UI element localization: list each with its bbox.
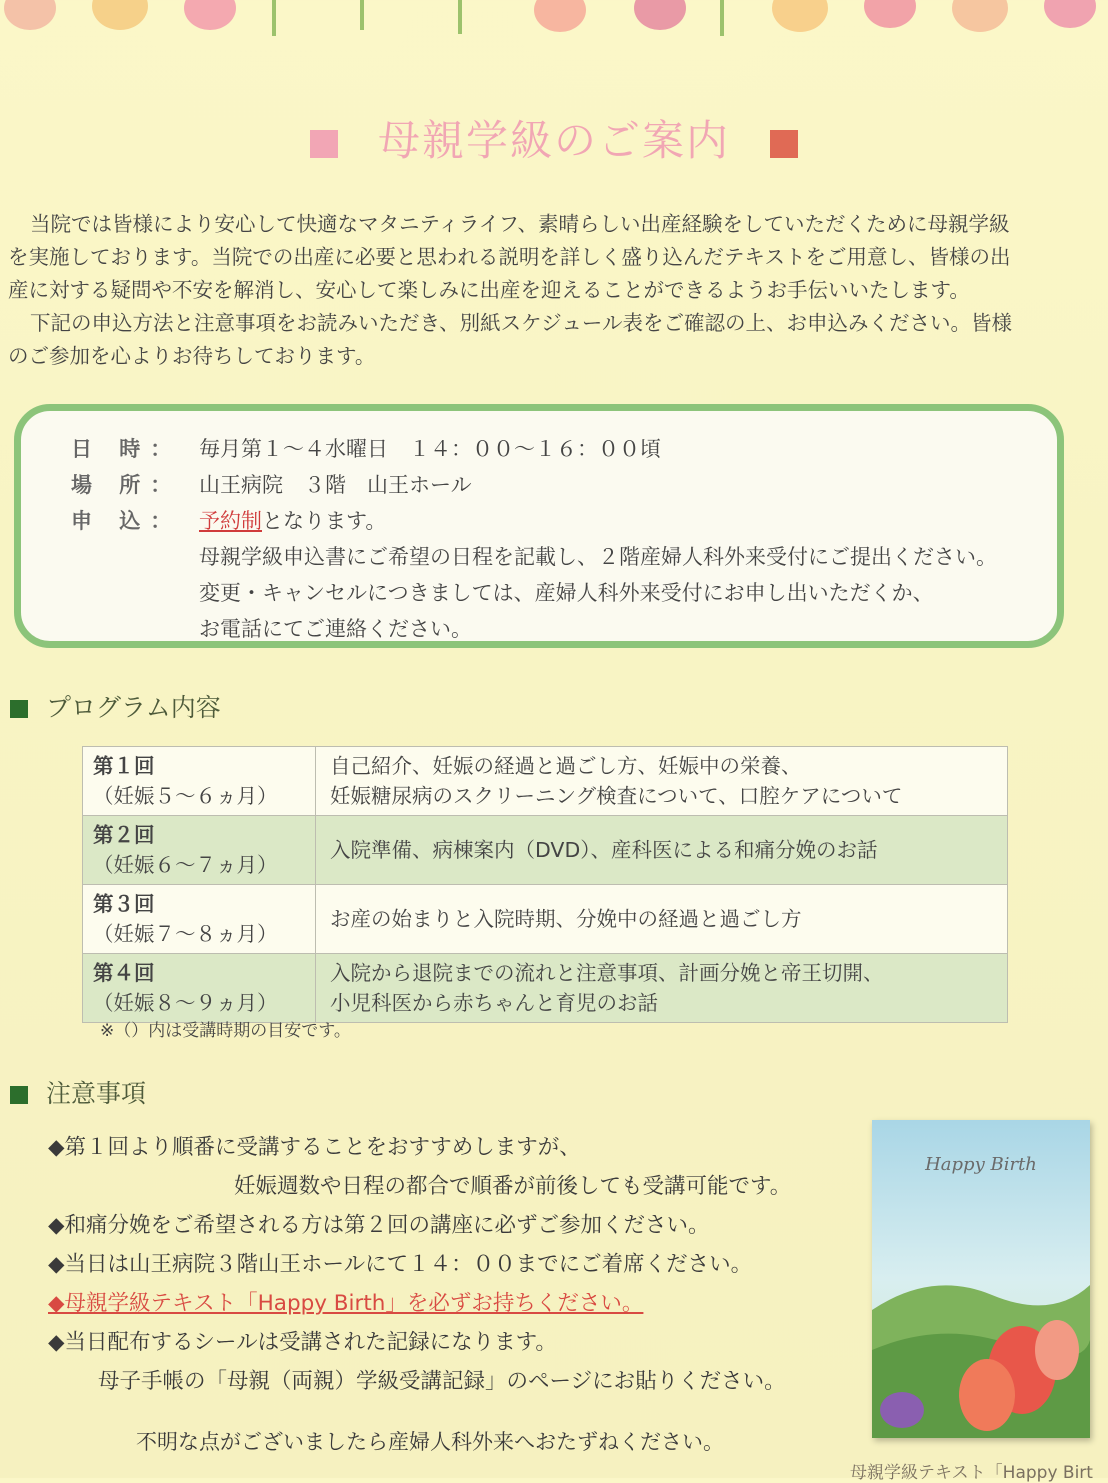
program-note: ※（）内は受講時期の目安です。 bbox=[100, 1021, 351, 1041]
apply-label: 申 込： bbox=[71, 509, 182, 533]
content-line: お産の始まりと入院時期、分娩中の経過と過ごし方 bbox=[330, 907, 802, 931]
place-label: 場 所： bbox=[71, 473, 182, 497]
cautions-list bbox=[48, 1128, 791, 1401]
footer-note: 不明な点がございましたら産婦人科外来へおたずねください。 bbox=[136, 1430, 724, 1454]
content-cell bbox=[316, 816, 1008, 885]
program-heading-row bbox=[10, 688, 221, 724]
table-row bbox=[83, 885, 1008, 954]
date-value: 毎月第１～４水曜日 １４：００～１６：００頃 bbox=[199, 437, 661, 461]
intro-line: 下記の申込方法と注意事項をお読みいただき、別紙スケジュール表をご確認の上、お申込みください。皆様 bbox=[30, 311, 1012, 335]
page-title: 母親学級のご案内 bbox=[377, 116, 730, 165]
caution-item: ◆和痛分娩をご希望される方は第２回の講座に必ずご参加ください。 bbox=[48, 1213, 710, 1238]
content-cell bbox=[316, 954, 1008, 1023]
date-label: 日 時： bbox=[71, 437, 182, 461]
book-caption: 母親学級テキスト「Happy Birt bbox=[850, 1463, 1093, 1483]
intro-line: を実施しております。当院での出産に必要と思われる説明を詳しく盛り込んだテキストをご用意し、皆様の出 bbox=[8, 245, 1011, 269]
apply-row bbox=[71, 505, 386, 535]
red-square-icon bbox=[770, 130, 798, 158]
intro-line: 産に対する疑問や不安を解消し、安心して楽しみに出産を迎えることができるようお手伝いいたします。 bbox=[8, 278, 970, 302]
content-line: 小児科医から赤ちゃんと育児のお話 bbox=[330, 991, 658, 1015]
session-number: 第３回 bbox=[93, 892, 155, 916]
happy-birth-book-image bbox=[872, 1120, 1090, 1438]
table-row bbox=[83, 816, 1008, 885]
cautions-heading: 注意事項 bbox=[46, 1079, 147, 1108]
caution-item: ◆当日は山王病院３階山王ホールにて１４：００までにご着席ください。 bbox=[48, 1252, 753, 1277]
date-row bbox=[71, 433, 661, 463]
info-box bbox=[14, 404, 1064, 648]
apply-rest: となります。 bbox=[262, 509, 387, 533]
green-square-icon bbox=[10, 1086, 28, 1104]
table-row bbox=[83, 747, 1008, 816]
session-cell bbox=[83, 954, 316, 1023]
intro-line: 当院では皆様により安心して快適なマタニティライフ、素晴らしい出産経験をしていただくために母親学級 bbox=[30, 212, 1010, 236]
session-number: 第２回 bbox=[93, 823, 155, 847]
place-row bbox=[71, 469, 472, 499]
content-cell bbox=[316, 885, 1008, 954]
book-title: Happy Birth bbox=[925, 1154, 1037, 1175]
session-period: （妊娠６～７ヵ月） bbox=[93, 853, 278, 877]
content-line: 妊娠糖尿病のスクリーニング検査について、口腔ケアについて bbox=[330, 784, 903, 808]
session-cell bbox=[83, 816, 316, 885]
session-period: （妊娠５～６ヵ月） bbox=[93, 784, 278, 808]
program-table bbox=[82, 746, 1008, 1023]
content-line: 自己紹介、妊娠の経過と過ごし方、妊娠中の栄養、 bbox=[330, 754, 802, 778]
session-number: 第１回 bbox=[93, 754, 155, 778]
pink-square-icon bbox=[310, 130, 338, 158]
session-period: （妊娠７～８ヵ月） bbox=[93, 922, 278, 946]
content-line: 入院準備、病棟案内（DVD）、産科医による和痛分娩のお話 bbox=[330, 838, 878, 862]
table-row bbox=[83, 954, 1008, 1023]
caution-item-cont: 妊娠週数や日程の都合で順番が前後しても受講可能です。 bbox=[234, 1174, 792, 1199]
reservation-required: 予約制 bbox=[199, 509, 262, 533]
cautions-heading-row bbox=[10, 1074, 146, 1110]
session-period: （妊娠８～９ヵ月） bbox=[93, 991, 278, 1015]
apply-line2: 母親学級申込書にご希望の日程を記載し、２階産婦人科外来受付にご提出ください。 bbox=[199, 545, 997, 569]
caution-item-cont: 母子手帳の「母親（両親）学級受講記録」のページにお貼りください。 bbox=[98, 1369, 786, 1394]
caution-item: ◆当日配布するシールは受講された記録になります。 bbox=[48, 1330, 557, 1355]
caution-item-important: ◆母親学級テキスト「Happy Birth」を必ずお持ちください。 bbox=[48, 1291, 644, 1316]
session-cell bbox=[83, 885, 316, 954]
session-number: 第４回 bbox=[93, 961, 155, 985]
apply-line3: 変更・キャンセルにつきましては、産婦人科外来受付にお申し出いただくか、 bbox=[199, 581, 934, 605]
session-cell bbox=[83, 747, 316, 816]
intro-text bbox=[8, 208, 1068, 373]
intro-line: のご参加を心よりお待ちしております。 bbox=[8, 344, 376, 368]
content-line: 入院から退院までの流れと注意事項、計画分娩と帝王切開、 bbox=[330, 961, 884, 985]
tulip-border-decoration bbox=[0, 0, 1108, 40]
green-square-icon bbox=[10, 700, 28, 718]
content-cell bbox=[316, 747, 1008, 816]
program-heading: プログラム内容 bbox=[46, 693, 221, 722]
page-title-row bbox=[0, 108, 1108, 168]
caution-item: ◆第１回より順番に受講することをおすすめしますが、 bbox=[48, 1135, 581, 1160]
apply-line4: お電話にてご連絡ください。 bbox=[199, 617, 472, 641]
place-value: 山王病院 ３階 山王ホール bbox=[199, 473, 472, 497]
